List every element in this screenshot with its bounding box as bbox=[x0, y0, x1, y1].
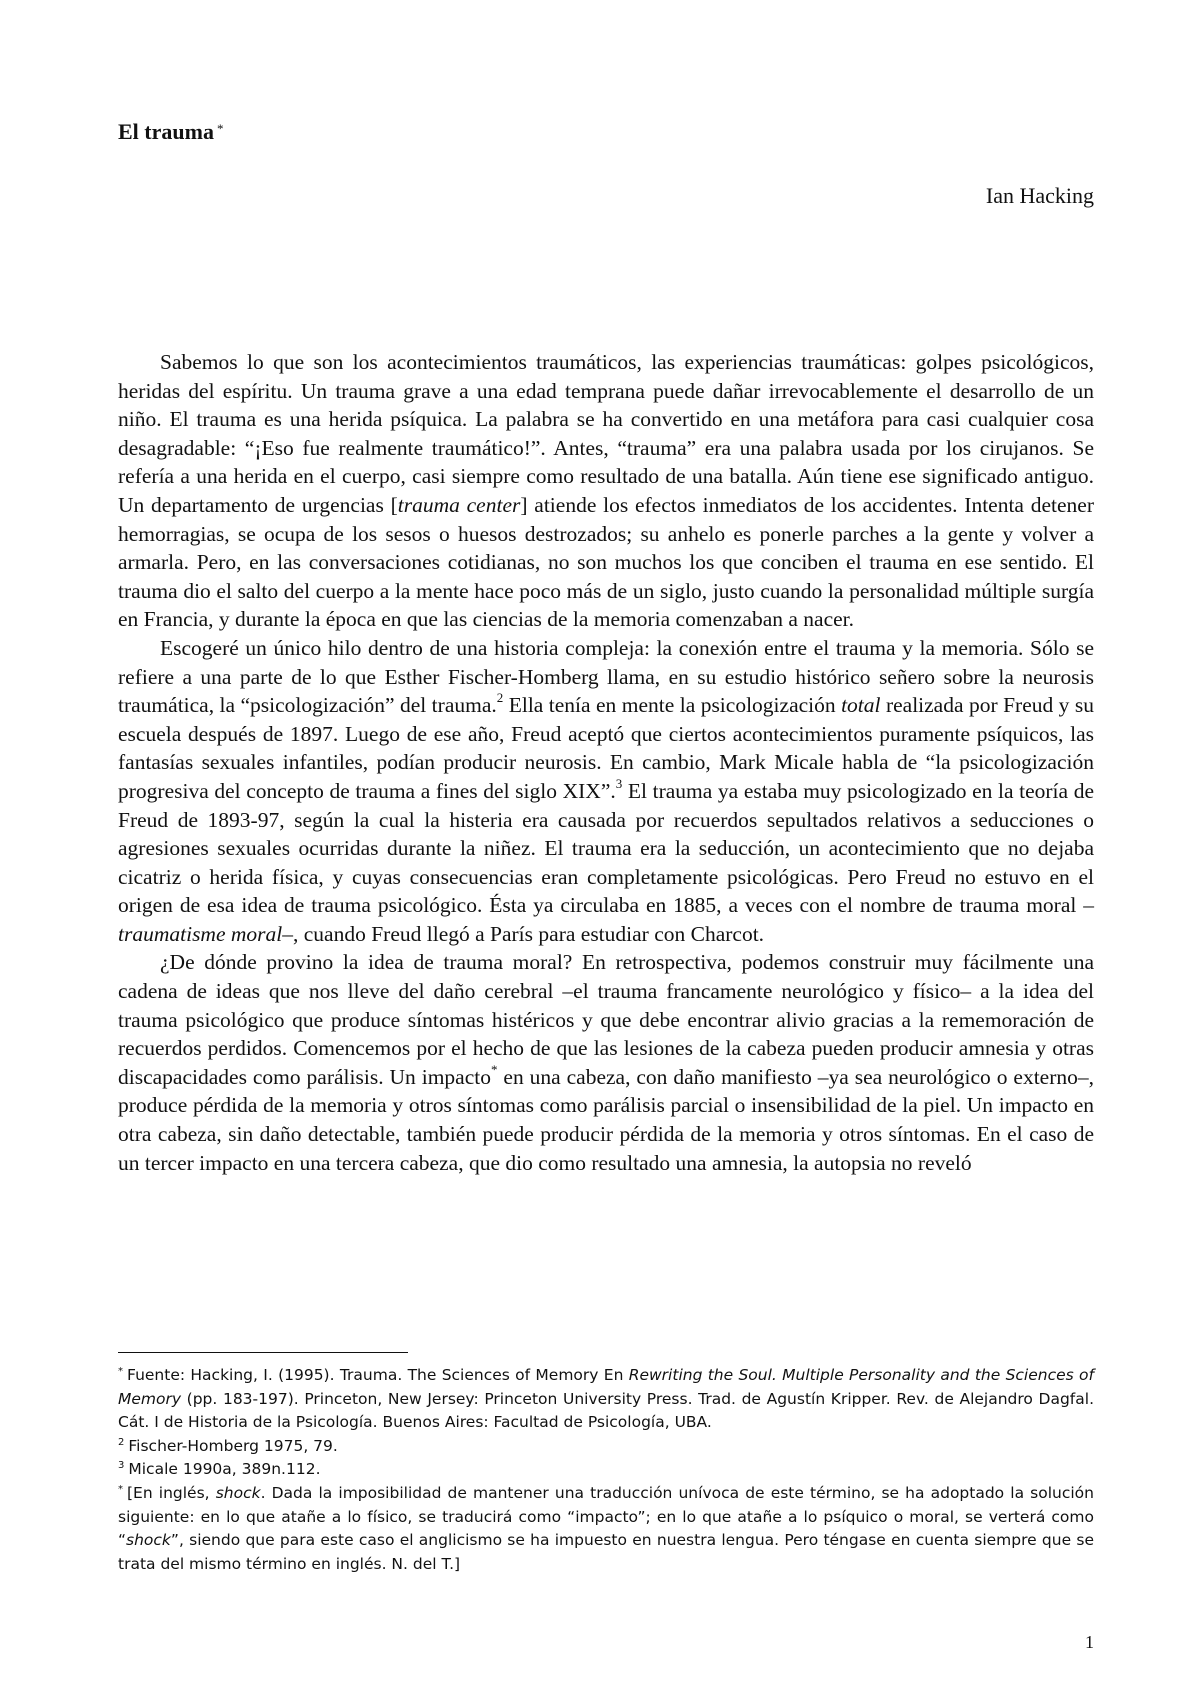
footnote-ref-3: 3 bbox=[615, 775, 623, 791]
paragraph-2-text-a: Escogeré un único hilo dentro de una historia compleja: la conexión entre el trauma y la memoria. Sólo se refiere a una parte de lo que Esther Fischer-Homberg llama, en su estudio histórico señero sobre la neurosis traumática, la “psicologización” del trauma. bbox=[118, 635, 1094, 718]
footnote-4-text-c: ”, siendo que para este caso el anglicismo se ha impuesto en nuestra lengua. Pero téngase en cuenta siempre que se trata del mismo término en inglés. N. del T.] bbox=[118, 1531, 1094, 1573]
paragraph-2-text-b: Ella tenía en mente la psicologización bbox=[503, 693, 842, 718]
footnote-4 bbox=[118, 1482, 1094, 1576]
paragraph-2-text-d: El trauma ya estaba muy psicologizado en la teoría de Freud de 1893-97, según la cual la histeria era causada por recuerdos sepultados relativos a seducciones o agresiones sexuales ocurridas durante la niñez. El trauma era la seducción, un acontecimiento que no dejaba cicatriz o herida física, y cuyas consecuencias eran completamente psicológicas. Pero Freud no estuvo en el origen de esa idea de trauma psicológico. Ésta ya circulaba en 1885, a veces con el nombre de trauma moral – bbox=[118, 778, 1094, 918]
footnote-3 bbox=[118, 1458, 1094, 1482]
paragraph-1 bbox=[118, 348, 1094, 634]
footnote-1 bbox=[118, 1364, 1094, 1435]
footnote-3-text: Micale 1990a, 389n.112. bbox=[128, 1460, 321, 1479]
paragraph-1-text-a: Sabemos lo que son los acontecimientos traumáticos, las experiencias traumáticas: golpes psicológicos, heridas del espíritu. Un trauma grave a una edad temprana puede dañar irrevocablemente el desarrollo de un niño. El trauma es una herida psíquica. La palabra se ha convertido en una metáfora para casi cualquier cosa desagradable: “¡Eso fue realmente traumático!”. Antes, “trauma” era una palabra usada por los cirujanos. Se refería a una herida en el cuerpo, casi siempre como resultado de una batalla. Aún tiene ese significado antiguo. Un departamento de urgencias [ bbox=[118, 350, 1094, 517]
paragraph-2-text-e: –, cuando Freud llegó a París para estudiar con Charcot. bbox=[282, 921, 765, 946]
author-name: Ian Hacking bbox=[985, 183, 1094, 208]
paragraph-2 bbox=[118, 634, 1094, 949]
footnote-4-text-a: [En inglés, bbox=[127, 1483, 216, 1502]
page-number: 1 bbox=[1085, 1632, 1094, 1652]
paragraph-3-text-a: ¿De dónde provino la idea de trauma moral? En retrospectiva, podemos construir muy fácilmente una cadena de ideas que nos lleve del daño cerebral –el trauma francamente neurológico y físico– a la idea del trauma psicológico que produce síntomas histéricos y que debe encontrar alivio gracias a la rememoración de recuerdos perdidos. Comencemos por el hecho de que las lesiones de la cabeza pueden producir amnesia y otras discapacidades como parálisis. Un impacto bbox=[118, 950, 1094, 1089]
paragraph-2-italic-1: total bbox=[841, 693, 881, 718]
footnote-4-italic-2: shock bbox=[126, 1531, 171, 1550]
footnote-4-text-b: . Dada la imposibilidad de mantener una traducción unívoca de este término, se ha adoptado la solución siguiente: en lo que atañe a lo físico, se traducirá como “impacto”; en lo que atañe a lo psíquico o moral, se verterá como “ bbox=[118, 1483, 1094, 1550]
paragraph-2-text-c: realizada por Freud y su escuela después de 1897. Luego de ese año, Freud aceptó que ciertos acontecimientos puramente psíquicos, las fantasías sexuales infantiles, podían producir neurosis. En cambio, Mark Micale habla de “la psicologización progresiva del concepto de trauma a fines del siglo XIX”. bbox=[118, 693, 1094, 803]
title-footnote-mark: * bbox=[216, 121, 224, 136]
footnote-1-text-b: (pp. 183-197). Princeton, New Jersey: Princeton University Press. Trad. de Agustín Kripper. Rev. de Alejandro Dagfal. Cát. I de Historia de la Psicología. Buenos Aires: Facultad de Psicología, UBA. bbox=[118, 1389, 1094, 1432]
footnote-2 bbox=[118, 1435, 1094, 1459]
footnote-separator bbox=[118, 1352, 408, 1353]
paragraph-2-italic-2: traumatisme moral bbox=[118, 921, 283, 946]
document-title bbox=[118, 118, 223, 149]
footnote-1-text-a: Fuente: Hacking, I. (1995). Trauma. The Sciences of Memory En bbox=[127, 1366, 629, 1384]
body-text bbox=[118, 348, 1094, 1177]
paragraph-1-text-b: ] atiende los efectos inmediatos de los accidentes. Intenta detener hemorragias, se ocupa de los sesos o huesos destrozados; su anhelo es ponerle parches a la gente y volver a armarla. Pero, en las conversaciones cotidianas, no son muchos los que conciben el trauma en ese sentido. El trauma dio el salto del cuerpo a la mente hace poco más de un siglo, justo cuando la personalidad múltiple surgía en Francia, y durante la época en que las ciencias de la memoria comenzaban a nacer. bbox=[118, 492, 1094, 632]
footnote-ref-asterisk: * bbox=[490, 1061, 498, 1077]
footnote-2-mark: 2 bbox=[118, 1436, 125, 1448]
paragraph-1-italic: trauma center bbox=[397, 492, 521, 517]
footnote-4-mark: * bbox=[118, 1483, 123, 1495]
footnote-ref-2: 2 bbox=[496, 689, 504, 705]
footnote-4-italic-1: shock bbox=[215, 1483, 261, 1502]
footnote-3-mark: 3 bbox=[118, 1460, 125, 1472]
paragraph-3-text-b: en una cabeza, con daño manifiesto –ya sea neurológico o externo–, produce pérdida de la memoria y otros síntomas como parálisis parcial o insensibilidad de la piel. Un impacto en otra cabeza, sin daño detectable, también puede producir pérdida de la memoria y otros síntomas. En el caso de un tercer impacto en una tercera cabeza, que dio como resultado una amnesia, la autopsia no reveló bbox=[118, 1064, 1095, 1175]
title-text: El trauma bbox=[118, 119, 214, 144]
paragraph-3 bbox=[118, 948, 1094, 1177]
footnote-1-italic: Rewriting the Soul. Multiple Personality and the Sciences of Memory bbox=[118, 1366, 1094, 1408]
footnotes bbox=[118, 1364, 1094, 1576]
footnote-2-text: Fischer-Homberg 1975, 79. bbox=[128, 1436, 338, 1455]
footnote-1-mark: * bbox=[118, 1365, 123, 1377]
